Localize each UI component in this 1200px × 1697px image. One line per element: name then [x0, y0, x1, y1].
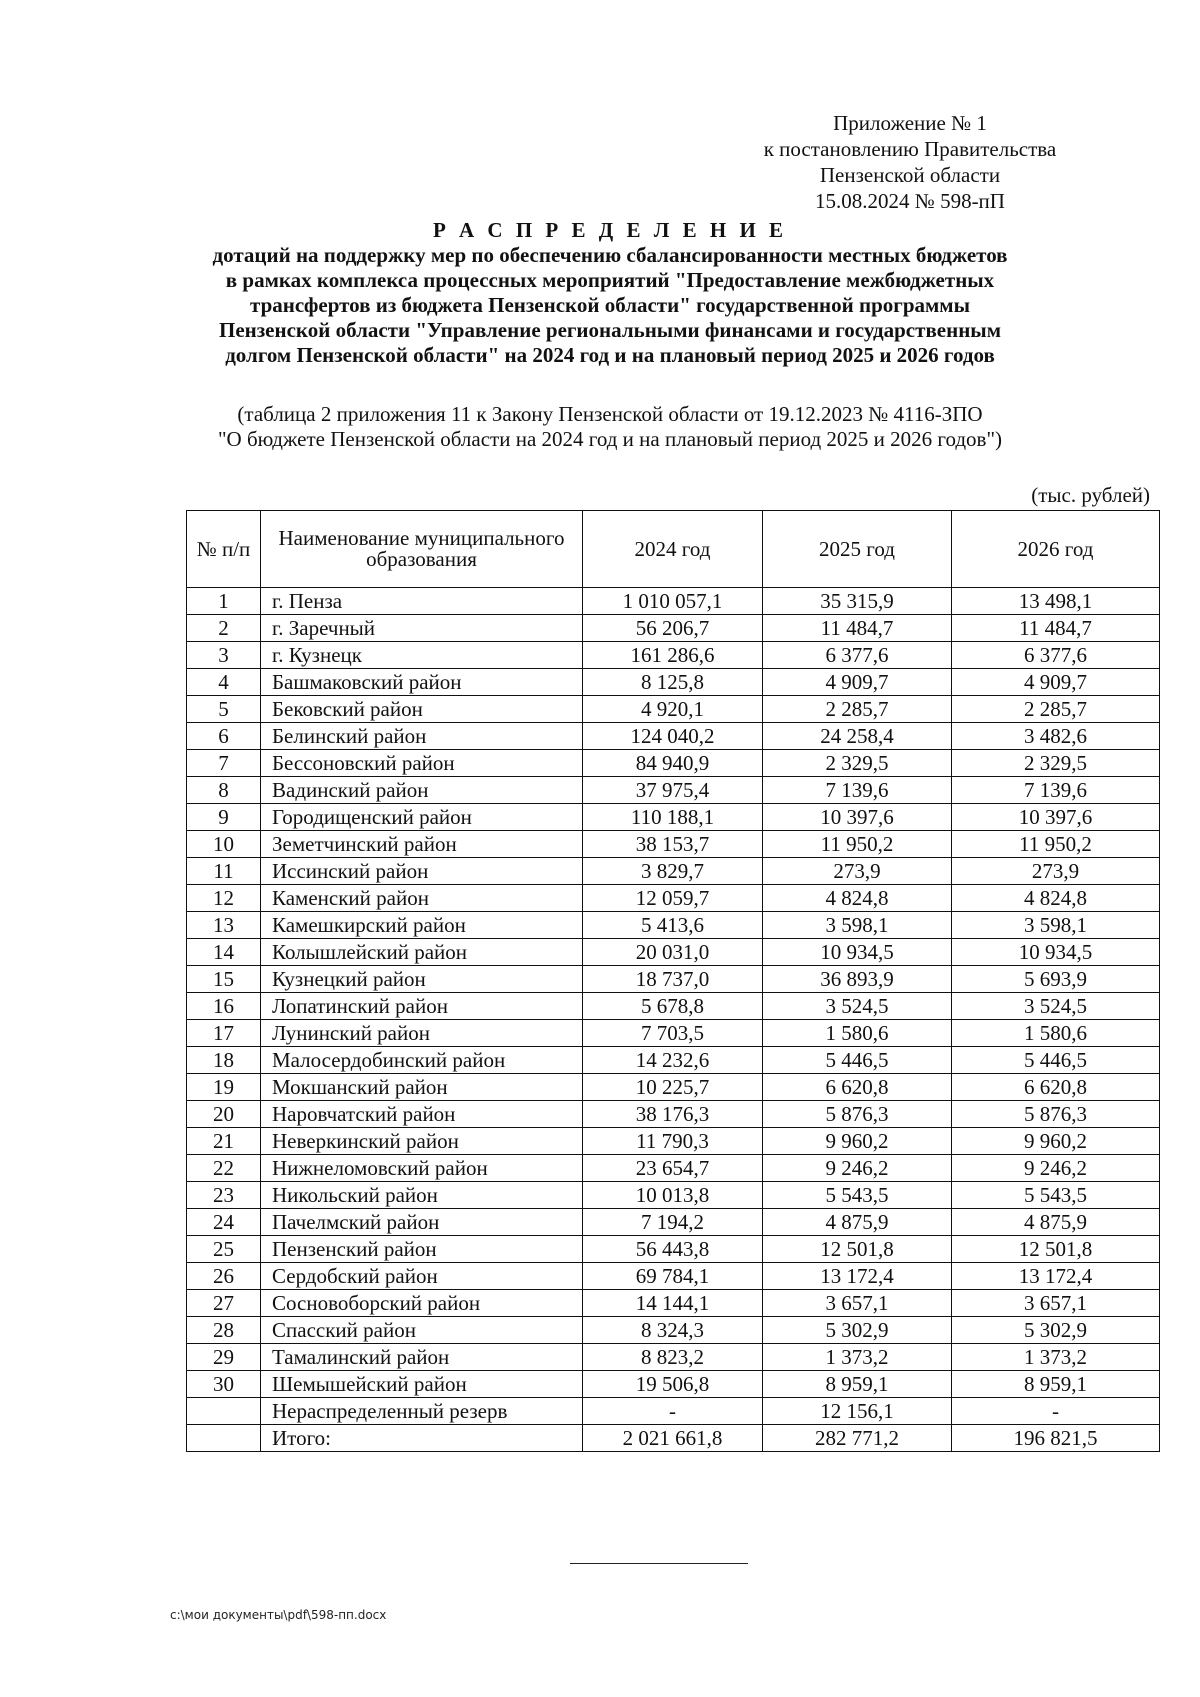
divider-line: [570, 1563, 748, 1564]
row-name: Нижнеломовский район: [261, 1155, 583, 1182]
row-value-2026: -: [952, 1398, 1160, 1425]
row-value-2024: 14 144,1: [583, 1290, 763, 1317]
header-2024: 2024 год: [583, 511, 763, 588]
row-number: [187, 1398, 261, 1425]
row-value-2024: 56 206,7: [583, 615, 763, 642]
row-number: 30: [187, 1371, 261, 1398]
row-value-2026: 1 373,2: [952, 1344, 1160, 1371]
document-heading: [150, 218, 1070, 368]
row-number: 20: [187, 1101, 261, 1128]
row-name: Белинский район: [261, 723, 583, 750]
row-value-2024: 8 823,2: [583, 1344, 763, 1371]
row-value-2025: 24 258,4: [763, 723, 952, 750]
table-row: [187, 1209, 1160, 1236]
header-2026: 2026 год: [952, 511, 1160, 588]
row-value-2024: 110 188,1: [583, 804, 763, 831]
table-row: [187, 1425, 1160, 1452]
appendix-line-2: к постановлению Правительства: [763, 137, 1057, 161]
row-value-2025: 5 446,5: [763, 1047, 952, 1074]
row-value-2024: 23 654,7: [583, 1155, 763, 1182]
row-value-2025: 5 876,3: [763, 1101, 952, 1128]
footer-file-path: c:\мои документы\pdf\598-пп.docx: [170, 1608, 387, 1622]
row-value-2025: 273,9: [763, 858, 952, 885]
distribution-table: [186, 510, 1160, 1452]
table-row: [187, 1344, 1160, 1371]
table-row: [187, 1236, 1160, 1263]
table-row: [187, 777, 1160, 804]
row-value-2026: 13 172,4: [952, 1263, 1160, 1290]
row-name: Каменский район: [261, 885, 583, 912]
row-name: Лунинский район: [261, 1020, 583, 1047]
row-value-2024: 161 286,6: [583, 642, 763, 669]
table-row: [187, 1263, 1160, 1290]
row-value-2025: 13 172,4: [763, 1263, 952, 1290]
row-value-2026: 5 693,9: [952, 966, 1160, 993]
table-row: [187, 1074, 1160, 1101]
row-value-2025: 3 524,5: [763, 993, 952, 1020]
row-value-2025: 1 373,2: [763, 1344, 952, 1371]
row-value-2026: 3 482,6: [952, 723, 1160, 750]
row-number: 6: [187, 723, 261, 750]
row-value-2024: 5 678,8: [583, 993, 763, 1020]
row-value-2025: 6 377,6: [763, 642, 952, 669]
row-value-2025: 1 580,6: [763, 1020, 952, 1047]
header-2025: 2025 год: [763, 511, 952, 588]
row-value-2025: 3 598,1: [763, 912, 952, 939]
table-row: [187, 912, 1160, 939]
row-value-2025: 11 484,7: [763, 615, 952, 642]
row-value-2024: 11 790,3: [583, 1128, 763, 1155]
row-value-2025: 12 501,8: [763, 1236, 952, 1263]
row-number: 22: [187, 1155, 261, 1182]
row-value-2025: 10 397,6: [763, 804, 952, 831]
row-name: Кузнецкий район: [261, 966, 583, 993]
row-number: 4: [187, 669, 261, 696]
row-number: [187, 1425, 261, 1452]
row-number: 29: [187, 1344, 261, 1371]
row-value-2024: 56 443,8: [583, 1236, 763, 1263]
table-row: [187, 1398, 1160, 1425]
row-value-2026: 6 620,8: [952, 1074, 1160, 1101]
row-number: 26: [187, 1263, 261, 1290]
table-row: [187, 1371, 1160, 1398]
row-number: 5: [187, 696, 261, 723]
row-value-2024: 69 784,1: [583, 1263, 763, 1290]
source-reference: [150, 402, 1070, 452]
row-number: 12: [187, 885, 261, 912]
row-value-2025: 11 950,2: [763, 831, 952, 858]
row-number: 13: [187, 912, 261, 939]
table-row: [187, 642, 1160, 669]
table-row: [187, 966, 1160, 993]
row-value-2024: 38 176,3: [583, 1101, 763, 1128]
row-name: Пензенский район: [261, 1236, 583, 1263]
row-value-2026: 11 484,7: [952, 615, 1160, 642]
row-number: 8: [187, 777, 261, 804]
row-value-2025: 4 875,9: [763, 1209, 952, 1236]
row-name: Бессоновский район: [261, 750, 583, 777]
row-value-2026: 5 446,5: [952, 1047, 1160, 1074]
row-value-2025: 12 156,1: [763, 1398, 952, 1425]
row-value-2025: 2 329,5: [763, 750, 952, 777]
row-value-2024: 5 413,6: [583, 912, 763, 939]
row-value-2026: 3 598,1: [952, 912, 1160, 939]
appendix-line-1: Приложение № 1: [833, 111, 987, 135]
row-value-2026: 6 377,6: [952, 642, 1160, 669]
row-value-2026: 9 246,2: [952, 1155, 1160, 1182]
table-row: [187, 1290, 1160, 1317]
row-value-2026: 4 875,9: [952, 1209, 1160, 1236]
row-value-2026: 7 139,6: [952, 777, 1160, 804]
row-number: 17: [187, 1020, 261, 1047]
row-value-2026: 13 498,1: [952, 588, 1160, 615]
row-name: Наровчатский район: [261, 1101, 583, 1128]
table-row: [187, 1182, 1160, 1209]
row-value-2025: 9 960,2: [763, 1128, 952, 1155]
row-value-2024: 14 232,6: [583, 1047, 763, 1074]
row-value-2024: 12 059,7: [583, 885, 763, 912]
table-row: [187, 669, 1160, 696]
row-name: Никольский район: [261, 1182, 583, 1209]
row-value-2024: 7 703,5: [583, 1020, 763, 1047]
row-name: Иссинский район: [261, 858, 583, 885]
row-value-2024: 10 013,8: [583, 1182, 763, 1209]
appendix-block: [700, 110, 1120, 214]
row-value-2025: 9 246,2: [763, 1155, 952, 1182]
row-value-2024: 1 010 057,1: [583, 588, 763, 615]
row-value-2026: 5 543,5: [952, 1182, 1160, 1209]
row-name: г. Пенза: [261, 588, 583, 615]
table-row: [187, 723, 1160, 750]
row-value-2025: 36 893,9: [763, 966, 952, 993]
table-row: [187, 696, 1160, 723]
row-value-2026: 12 501,8: [952, 1236, 1160, 1263]
row-name: г. Кузнецк: [261, 642, 583, 669]
row-value-2025: 6 620,8: [763, 1074, 952, 1101]
source-line-2: "О бюджете Пензенской области на 2024 год и на плановый период 2025 и 2026 годов"): [217, 427, 1003, 451]
heading-line-4: Пензенской области "Управление региональными финансами и государственным: [218, 318, 1001, 342]
row-number: 19: [187, 1074, 261, 1101]
row-value-2025: 7 139,6: [763, 777, 952, 804]
row-value-2025: 35 315,9: [763, 588, 952, 615]
row-number: 24: [187, 1209, 261, 1236]
row-value-2025: 5 543,5: [763, 1182, 952, 1209]
row-value-2026: 273,9: [952, 858, 1160, 885]
header-num: № п/п: [187, 511, 261, 588]
table-row: [187, 939, 1160, 966]
row-name: Неверкинский район: [261, 1128, 583, 1155]
row-name: Пачелмский район: [261, 1209, 583, 1236]
table-row: [187, 1155, 1160, 1182]
row-value-2024: 2 021 661,8: [583, 1425, 763, 1452]
document-title: Р А С П Р Е Д Е Л Е Н И Е: [432, 218, 788, 242]
row-number: 28: [187, 1317, 261, 1344]
table-row: [187, 1020, 1160, 1047]
row-name: Лопатинский район: [261, 993, 583, 1020]
row-name: Малосердобинский район: [261, 1047, 583, 1074]
row-name: Вадинский район: [261, 777, 583, 804]
row-value-2026: 3 657,1: [952, 1290, 1160, 1317]
header-name: Наименование муниципального образования: [261, 511, 583, 588]
row-value-2026: 5 876,3: [952, 1101, 1160, 1128]
row-value-2026: 10 934,5: [952, 939, 1160, 966]
row-number: 18: [187, 1047, 261, 1074]
row-value-2026: 11 950,2: [952, 831, 1160, 858]
row-value-2025: 4 909,7: [763, 669, 952, 696]
row-value-2024: 124 040,2: [583, 723, 763, 750]
row-value-2024: 84 940,9: [583, 750, 763, 777]
row-number: 23: [187, 1182, 261, 1209]
row-number: 10: [187, 831, 261, 858]
table-row: [187, 1317, 1160, 1344]
row-value-2024: 20 031,0: [583, 939, 763, 966]
units-label: (тыс. рублей): [1031, 483, 1150, 507]
row-number: 15: [187, 966, 261, 993]
table-row: [187, 804, 1160, 831]
appendix-line-4: 15.08.2024 № 598-пП: [815, 189, 1005, 213]
row-value-2025: 10 934,5: [763, 939, 952, 966]
row-name: Нераспределенный резерв: [261, 1398, 583, 1425]
row-number: 14: [187, 939, 261, 966]
row-value-2024: 38 153,7: [583, 831, 763, 858]
row-number: 21: [187, 1128, 261, 1155]
heading-line-1: дотаций на поддержку мер по обеспечению сбалансированности местных бюджетов: [212, 243, 1008, 267]
row-name: г. Заречный: [261, 615, 583, 642]
row-name: Спасский район: [261, 1317, 583, 1344]
table-row: [187, 615, 1160, 642]
row-number: 9: [187, 804, 261, 831]
row-value-2025: 3 657,1: [763, 1290, 952, 1317]
heading-line-3: трансфертов из бюджета Пензенской области" государственной программы: [250, 293, 970, 317]
row-value-2026: 4 909,7: [952, 669, 1160, 696]
row-name: Тамалинский район: [261, 1344, 583, 1371]
row-value-2025: 5 302,9: [763, 1317, 952, 1344]
row-value-2024: 4 920,1: [583, 696, 763, 723]
row-name: Городищенский район: [261, 804, 583, 831]
row-value-2026: 3 524,5: [952, 993, 1160, 1020]
row-number: 3: [187, 642, 261, 669]
row-number: 16: [187, 993, 261, 1020]
row-value-2026: 2 285,7: [952, 696, 1160, 723]
row-name: Колышлейский район: [261, 939, 583, 966]
row-value-2024: 8 324,3: [583, 1317, 763, 1344]
heading-line-5: долгом Пензенской области" на 2024 год и на плановый период 2025 и 2026 годов: [225, 343, 995, 367]
row-value-2026: 2 329,5: [952, 750, 1160, 777]
table-row: [187, 885, 1160, 912]
row-name: Шемышейский район: [261, 1371, 583, 1398]
row-value-2025: 282 771,2: [763, 1425, 952, 1452]
row-value-2024: -: [583, 1398, 763, 1425]
row-value-2025: 2 285,7: [763, 696, 952, 723]
table-row: [187, 858, 1160, 885]
row-value-2024: 37 975,4: [583, 777, 763, 804]
table-row: [187, 1128, 1160, 1155]
row-value-2026: 8 959,1: [952, 1371, 1160, 1398]
row-number: 11: [187, 858, 261, 885]
row-value-2025: 4 824,8: [763, 885, 952, 912]
row-name: Сосновоборский район: [261, 1290, 583, 1317]
table-header-row: [187, 511, 1160, 588]
row-number: 2: [187, 615, 261, 642]
row-value-2024: 8 125,8: [583, 669, 763, 696]
table-row: [187, 588, 1160, 615]
heading-line-2: в рамках комплекса процессных мероприятий "Предоставление межбюджетных: [225, 268, 995, 292]
table-row: [187, 993, 1160, 1020]
row-value-2024: 7 194,2: [583, 1209, 763, 1236]
table-row: [187, 831, 1160, 858]
row-value-2026: 10 397,6: [952, 804, 1160, 831]
table-row: [187, 1101, 1160, 1128]
row-name: Камешкирский район: [261, 912, 583, 939]
row-name: Мокшанский район: [261, 1074, 583, 1101]
row-value-2026: 4 824,8: [952, 885, 1160, 912]
table-body: [187, 588, 1160, 1452]
table-row: [187, 1047, 1160, 1074]
row-value-2025: 8 959,1: [763, 1371, 952, 1398]
appendix-line-3: Пензенской области: [819, 163, 1001, 187]
row-value-2026: 5 302,9: [952, 1317, 1160, 1344]
row-value-2024: 18 737,0: [583, 966, 763, 993]
row-value-2026: 196 821,5: [952, 1425, 1160, 1452]
row-number: 27: [187, 1290, 261, 1317]
row-number: 25: [187, 1236, 261, 1263]
row-value-2026: 1 580,6: [952, 1020, 1160, 1047]
row-name: Бековский район: [261, 696, 583, 723]
table-row: [187, 750, 1160, 777]
row-name: Башмаковский район: [261, 669, 583, 696]
row-value-2024: 19 506,8: [583, 1371, 763, 1398]
row-number: 1: [187, 588, 261, 615]
row-name: Земетчинский район: [261, 831, 583, 858]
row-value-2024: 10 225,7: [583, 1074, 763, 1101]
source-line-1: (таблица 2 приложения 11 к Закону Пензенской области от 19.12.2023 № 4116-ЗПО: [237, 402, 983, 426]
row-name: Итого:: [261, 1425, 583, 1452]
row-name: Сердобский район: [261, 1263, 583, 1290]
row-value-2024: 3 829,7: [583, 858, 763, 885]
row-value-2026: 9 960,2: [952, 1128, 1160, 1155]
row-number: 7: [187, 750, 261, 777]
